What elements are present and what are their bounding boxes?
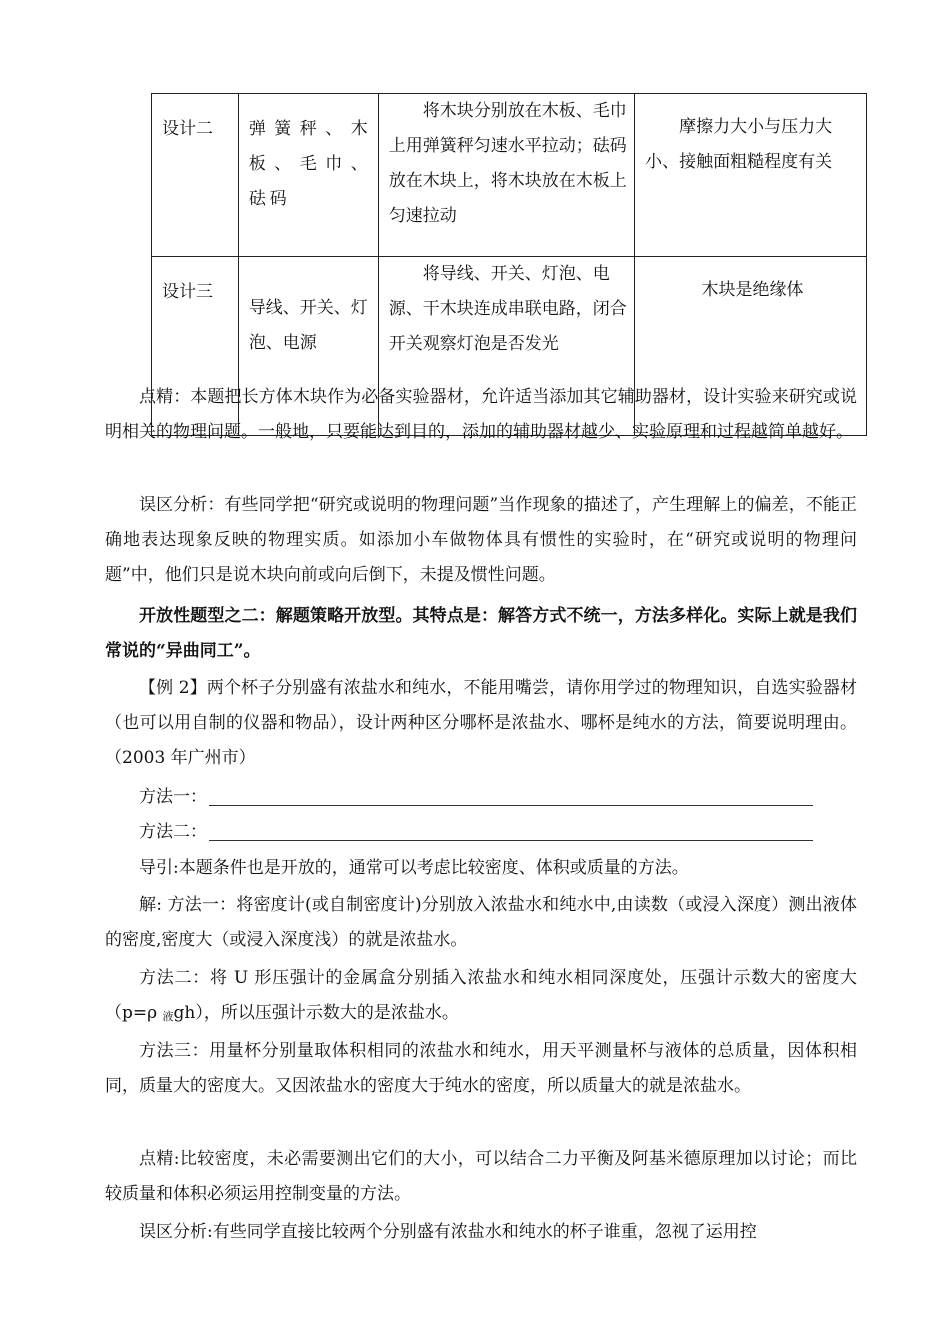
guide-paragraph: 导引:本题条件也是开放的，通常可以考虑比较密度、体积或质量的方法。 <box>139 858 689 878</box>
solution-method-3: 方法三：用量杯分别量取体积相同的浓盐水和纯水，用天平测量杯与液体的总质量，因体积相同，质量大的密度大。又因浓盐水的密度大于纯水的密度，所以质量大的就是浓盐水。 <box>105 1041 857 1096</box>
tip-paragraph-2: 点精:比较密度，未必需要测出它们的大小，可以结合二力平衡及阿基米德原理加以讨论；而比较质量和体积必须运用控制变量的方法。 <box>105 1149 857 1204</box>
solution-method-1: 解: 方法一：将密度计(或自制密度计)分别放入浓盐水和纯水中,由读数（或浸入深度）测出液体的密度,密度大（或浸入深度浅）的就是浓盐水。 <box>105 895 857 950</box>
answer-blank-2 <box>105 815 857 850</box>
method-cell: 将木块分别放在木板、毛巾上用弹簧秤匀速水平拉动；砝码放在木块上，将木块放在木板上匀速拉动 <box>378 94 634 257</box>
solution-method-2: 方法二：将 U 形压强计的金属盒分别插入浓盐水和纯水相同深度处，压强计示数大的密度大（p=ρ $_液$gh），所以压强计示数大的是浓盐水。 <box>105 968 857 1023</box>
equipment-cell: 导线、开关、灯泡、电源 <box>238 257 378 436</box>
misconception-paragraph: 误区分析：有些同学把“研究或说明的物理问题”当作现象的描述了，产生理解上的偏差，不能正确地表达现象反映的物理实质。如添加小车做物体具有惯性的实验时，在“研究或说明的物理问题”中，他们只是说木块向前或向后倒下，未提及惯性问题。 <box>105 495 857 585</box>
section-heading: 开放性题型之二：解题策略开放型。其特点是：解答方式不统一，方法多样化。实际上就是我们常说的“异曲同工”。 <box>105 606 857 661</box>
conclusion-cell: 摩擦力大小与压力大小、接触面粗糙程度有关 <box>635 94 867 257</box>
equipment-cell: 弹簧秤、木板、毛巾、砝码 <box>238 94 378 257</box>
design-name-cell: 设计二 <box>152 94 239 257</box>
blank-label: 方法一： <box>139 787 207 807</box>
blank-label: 方法二： <box>139 822 207 842</box>
method-cell: 将导线、开关、灯泡、电源、干木块连成串联电路，闭合开关观察灯泡是否发光 <box>378 257 634 436</box>
conclusion-cell: 木块是绝缘体 <box>635 257 867 436</box>
answer-blank-1 <box>105 780 857 815</box>
design-name-cell: 设计三 <box>152 257 239 436</box>
tip-paragraph: 点精：本题把长方体木块作为必备实验器材，允许适当添加其它辅助器材，设计实验来研究或说明相关的物理问题。一般地，只要能达到目的，添加的辅助器材越少、实验原理和过程越简单越好。 <box>105 387 857 442</box>
example-question: 【例 2】两个杯子分别盛有浓盐水和纯水，不能用嘴尝，请你用学过的物理知识，自选实验器材（也可以用自制的仪器和物品），设计两种区分哪杯是浓盐水、哪杯是纯水的方法，简要说明理由。（2003 年广州市） <box>105 678 857 768</box>
answer-line <box>209 783 813 806</box>
misconception-paragraph-2: 误区分析:有些同学直接比较两个分别盛有浓盐水和纯水的杯子谁重，忽视了运用控 <box>139 1222 757 1242</box>
table-row <box>152 94 867 257</box>
answer-line <box>209 818 813 841</box>
